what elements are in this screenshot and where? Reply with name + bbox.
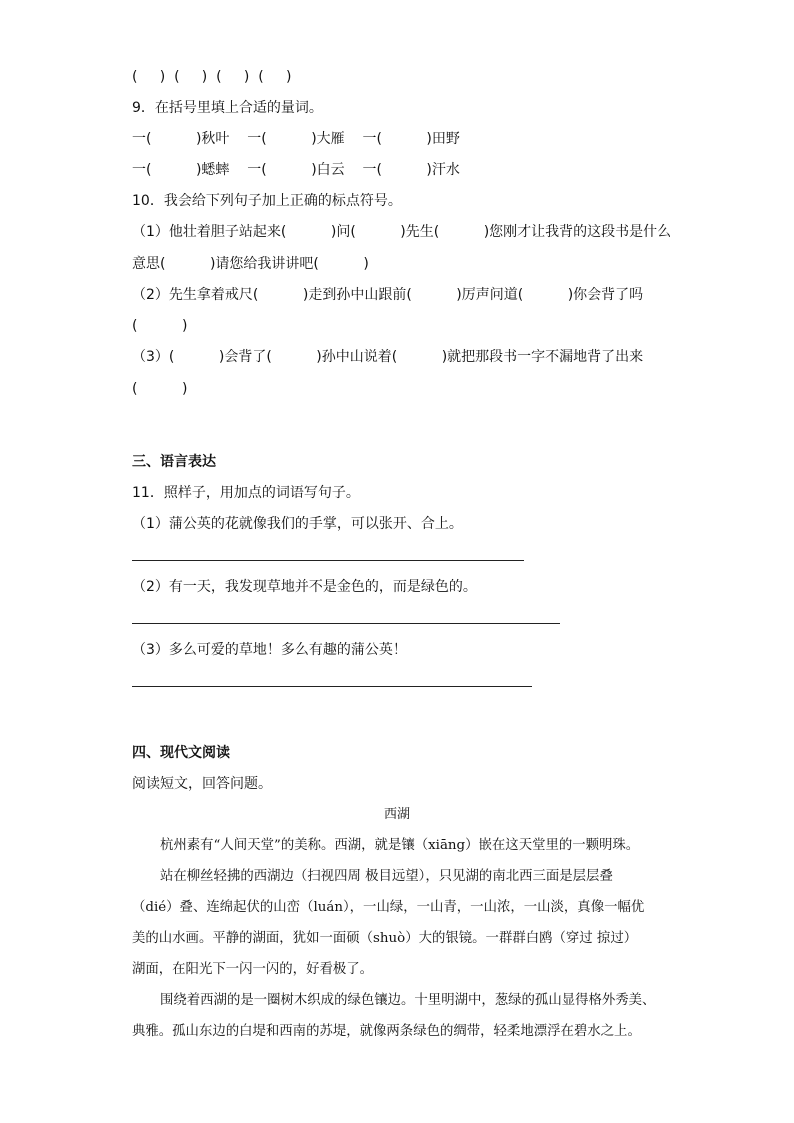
passage-para-2-line-2: （dié）叠、连绵起伏的山峦（luán），一山绿，一山青，一山浓，一山淡，真像一幅优 <box>132 900 645 915</box>
passage-para-3-line-2: 典雅。孤山东边的白堤和西南的苏堤，就像两条绿色的绸带，轻柔地漂浮在碧水之上。 <box>132 1024 641 1039</box>
passage-para-2-line-4: 湖面，在阳光下一闪一闪的，好看极了。 <box>132 962 374 977</box>
reading-instruction: 阅读短文，回答问题。 <box>132 776 272 792</box>
q11-prompt: 11．照样子，用加点的词语写句子。 <box>132 485 360 501</box>
q9-row-2: 一( )蟋蟀 一( )白云 一( )汗水 <box>132 162 460 178</box>
q10-item-2b: ( ) <box>132 318 188 334</box>
q10-item-2a: （2）先生拿着戒尺( )走到孙中山跟前( )厉声问道( )你会背了吗 <box>132 287 644 303</box>
passage-para-3-line-1: 围绕着西湖的是一圈树木织成的绿色镶边。十里明湖中，葱绿的孤山显得格外秀美、 <box>160 993 656 1008</box>
q11-sample-1: （1）蒲公英的花就像我们的手掌，可以张开、合上。 <box>132 516 463 532</box>
q9-prompt: 9．在括号里填上合适的量词。 <box>132 100 323 116</box>
q10-item-3a: （3）( )会背了( )孙中山说着( )就把那段书一字不漏地背了出来 <box>132 349 644 365</box>
q9-row-1: 一( )秋叶 一( )大雁 一( )田野 <box>132 131 460 147</box>
section-4-heading: 四、现代文阅读 <box>132 745 230 761</box>
q11-sample-3: （3）多么可爱的草地！多么有趣的蒲公英！ <box>132 642 407 658</box>
answer-line-2[interactable] <box>132 623 560 624</box>
q11-sample-2: （2）有一天，我发现草地并不是金色的，而是绿色的。 <box>132 579 477 595</box>
passage-para-2-line-3: 美的山水画。平静的湖面，犹如一面硕（shuò）大的银镜。一群群白鸥（穿过 掠过） <box>132 931 638 946</box>
section-3-heading: 三、语言表达 <box>132 454 216 470</box>
q10-prompt: 10．我会给下列句子加上正确的标点符号。 <box>132 193 402 209</box>
answer-line-1[interactable] <box>132 560 524 561</box>
passage-para-1: 杭州素有“人间天堂”的美称。西湖，就是镶（xiāng）嵌在这天堂里的一颗明珠。 <box>160 838 640 853</box>
q10-item-1a: （1）他壮着胆子站起来( )问( )先生( )您刚才让我背的这段书是什么 <box>132 224 672 240</box>
answer-line-3[interactable] <box>132 686 532 687</box>
passage-title: 西湖 <box>383 807 410 822</box>
passage-para-2-line-1: 站在柳丝轻拂的西湖边（扫视四周 极目远望），只见湖的南北西三面是层层叠 <box>160 869 613 884</box>
q10-item-1b: 意思( )请您给我讲讲吧( ) <box>132 256 369 272</box>
q10-item-3b: ( ) <box>132 381 188 397</box>
q8-brackets: ( ) ( ) ( ) ( ) <box>132 69 292 85</box>
